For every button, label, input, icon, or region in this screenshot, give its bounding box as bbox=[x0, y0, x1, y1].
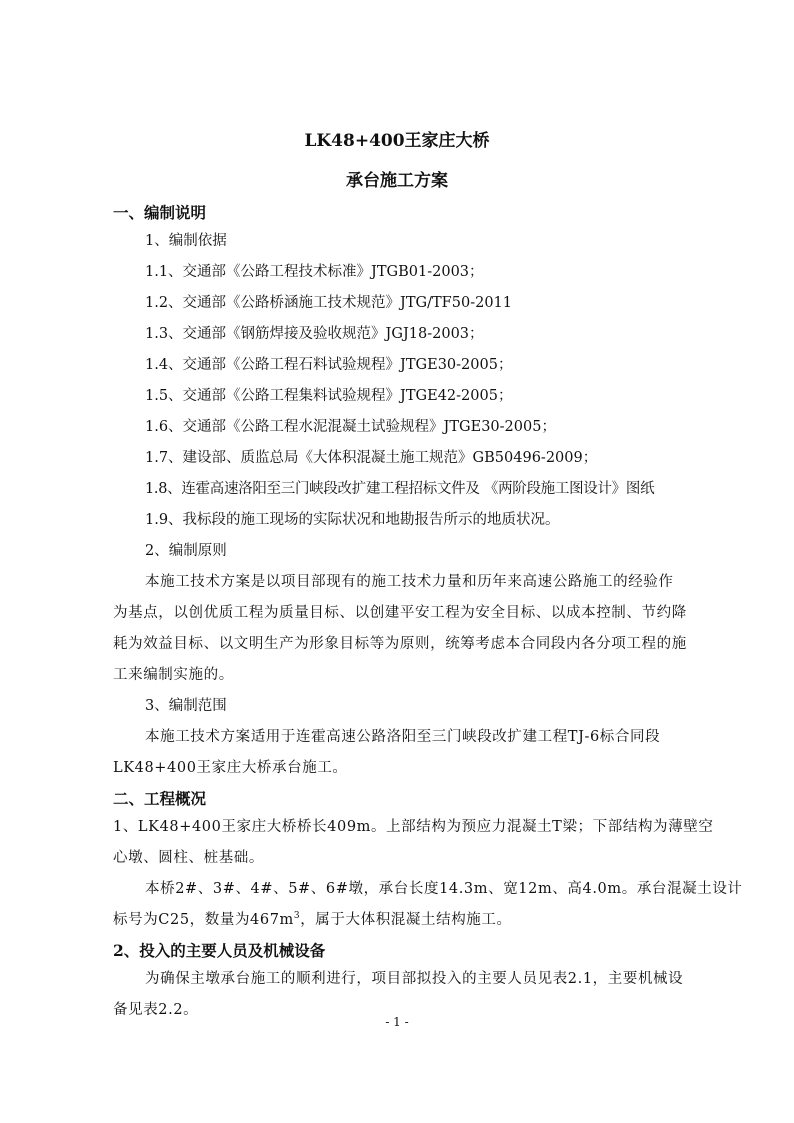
overview-paragraph bbox=[113, 816, 717, 869]
document-subtitle: 承台施工方案 bbox=[346, 171, 448, 191]
basis-item: 1.8、连霍高速洛阳至三门峡段改扩建工程招标文件及 《两阶段施工图设计》图纸 bbox=[145, 481, 655, 497]
paragraph-line bbox=[113, 909, 717, 931]
paragraph-line: 本施工技术方案适用于连霍高速公路洛阳至三门峡段改扩建工程TJ-6标合同段 bbox=[145, 729, 661, 745]
scope-paragraph bbox=[113, 726, 717, 779]
basis-item: 1.4、交通部《公路工程石料试验规程》JTGE30-2005； bbox=[145, 357, 513, 373]
basis-item: 1.7、建设部、质监总局《大体积混凝土施工规范》GB50496-2009； bbox=[145, 450, 598, 466]
page-number: - 1 - bbox=[385, 1015, 409, 1029]
basis-item: 1.3、交通部《钢筋焊接及验收规范》JGJ18-2003； bbox=[145, 326, 484, 342]
subsection-heading: 2、编制原则 bbox=[145, 543, 227, 559]
pier-detail-paragraph bbox=[113, 878, 743, 931]
paragraph-line: 本施工技术方案是以项目部现有的施工技术力量和历年来高速公路施工的经验作 bbox=[145, 574, 674, 590]
paragraph-line: LK48+400王家庄大桥承台施工。 bbox=[113, 760, 348, 776]
basis-item: 1.2、交通部《公路桥涵施工技术规范》JTG/TF50-2011 bbox=[145, 295, 512, 311]
subsection-heading-bold: 2、投入的主要人员及机械设备 bbox=[113, 941, 326, 960]
quantity-text-rest: ，属于大体积混凝土结构施工。 bbox=[300, 912, 512, 928]
paragraph-line: 为确保主墩承台施工的顺利进行，项目部拟投入的主要人员见表2.1，主要机械设 bbox=[145, 971, 684, 987]
document-title: LK48+400王家庄大桥 bbox=[304, 131, 490, 151]
section-heading-2: 二、工程概况 bbox=[113, 789, 207, 808]
paragraph-line: 工来编制实施的。 bbox=[113, 667, 234, 683]
quantity-text: 标号为C25，数量为467m bbox=[113, 912, 294, 928]
principle-paragraph bbox=[113, 571, 717, 686]
basis-item: 1.9、我标段的施工现场的实际状况和地勘报告所示的地质状况。 bbox=[145, 512, 560, 528]
paragraph-line: 备见表2.2。 bbox=[113, 1002, 199, 1018]
subsection-heading: 3、编制范围 bbox=[145, 698, 227, 714]
subsection-heading: 1、编制依据 bbox=[145, 233, 227, 249]
paragraph-line: 本桥2#、3#、4#、5#、6#墩，承台长度14.3m、宽12m、高4.0m。承台混凝土设计 bbox=[145, 881, 743, 897]
paragraph-line: 1、LK48+400王家庄大桥桥长409m。上部结构为预应力混凝土T梁；下部结构为薄壁空 bbox=[113, 819, 714, 835]
document-body bbox=[113, 202, 743, 1030]
paragraph-line: 耗为效益目标、以文明生产为形象目标等为原则，统筹考虑本合同段内各分项工程的施 bbox=[113, 636, 687, 652]
cubic-superscript: 3 bbox=[293, 911, 301, 922]
basis-item: 1.6、交通部《公路工程水泥混凝土试验规程》JTGE30-2005； bbox=[145, 419, 556, 435]
paragraph-line: 为基点，以创优质工程为质量目标、以创建平安工程为安全目标、以成本控制、节约降 bbox=[113, 605, 687, 621]
section-heading-1: 一、编制说明 bbox=[113, 203, 207, 222]
basis-item: 1.5、交通部《公路工程集料试验规程》JTGE42-2005； bbox=[145, 388, 513, 404]
paragraph-line: 心墩、圆柱、桩基础。 bbox=[113, 850, 264, 866]
basis-item: 1.1、交通部《公路工程技术标准》JTGB01-2003； bbox=[145, 264, 484, 280]
